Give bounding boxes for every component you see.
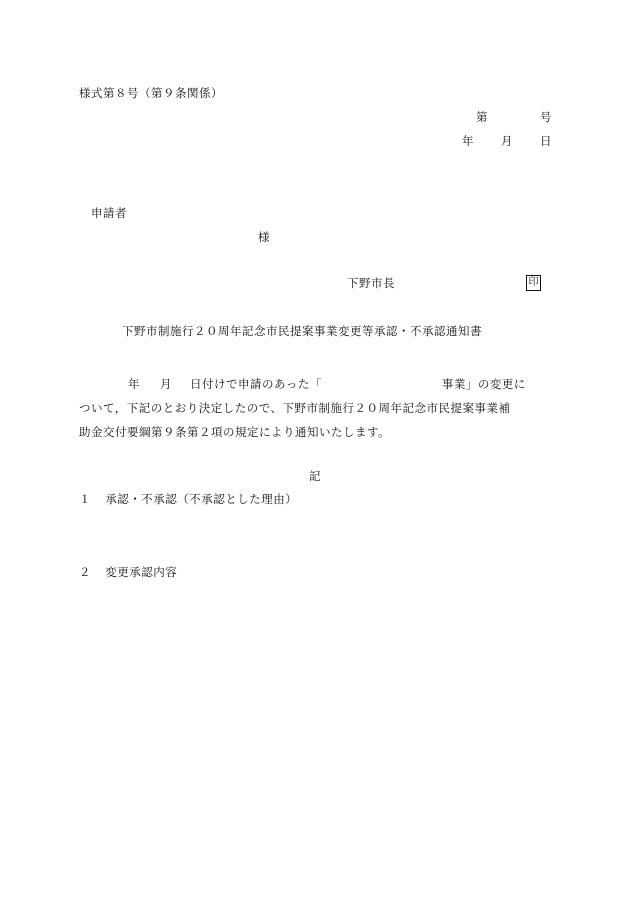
ki-heading: 記: [309, 469, 321, 483]
item-1-label: 承認・不承認（不承認とした理由）: [105, 492, 298, 506]
body-project-suffix: 事業」の変更に: [441, 377, 526, 391]
item-1-number: １: [79, 492, 91, 506]
honorific: 様: [258, 230, 270, 244]
document-title: 下野市制施行２０周年記念市民提案事業変更等承認・不承認通知書: [122, 324, 482, 338]
item-1: [79, 492, 297, 506]
date-day: 日: [540, 134, 552, 148]
body-paragraph: [79, 372, 559, 444]
doc-number-suffix: 号: [540, 110, 552, 124]
item-2: [79, 565, 177, 579]
seal-stamp: 印: [526, 275, 541, 291]
issuer: 下野市長: [347, 276, 395, 290]
body-line-3: 助金交付要綱第９条第２項の規定により通知いたします。: [79, 425, 391, 439]
form-number: 様式第８号（第９条関係）: [79, 86, 223, 100]
body-month: 月: [160, 377, 172, 391]
body-date-part: 日付けで申請のあった「: [190, 377, 322, 391]
doc-number-prefix: 第: [476, 110, 488, 124]
date-month: 月: [501, 134, 513, 148]
body-year: 年: [128, 377, 140, 391]
date-year: 年: [462, 134, 474, 148]
item-2-number: ２: [79, 565, 91, 579]
applicant-label: 申請者: [91, 206, 127, 220]
body-line-2: ついて，下記のとおり決定したので、下野市制施行２０周年記念市民提案事業補: [79, 401, 511, 415]
body-line-1: [79, 372, 559, 396]
item-2-label: 変更承認内容: [105, 565, 178, 579]
